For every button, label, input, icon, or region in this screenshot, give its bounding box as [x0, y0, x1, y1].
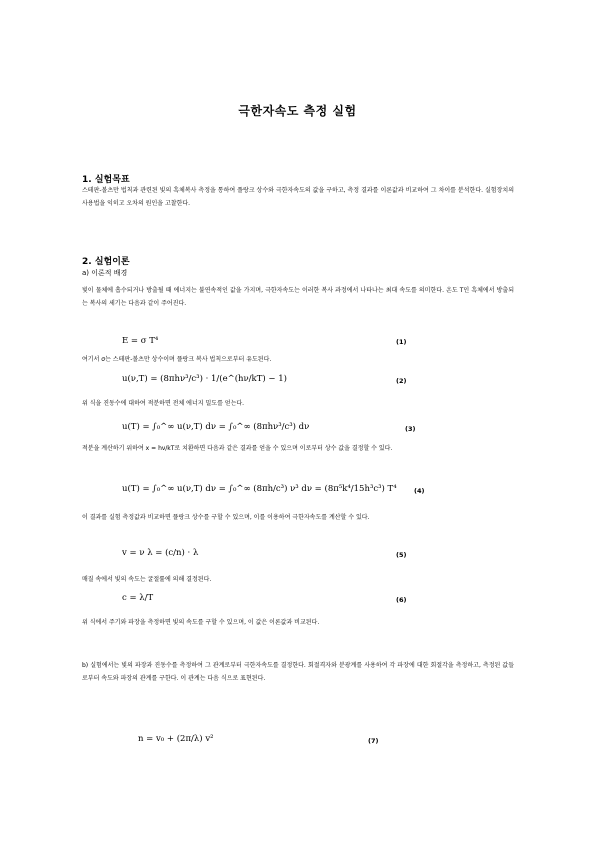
paragraph-b: b) 실험에서는 빛의 파장과 진동수를 측정하여 그 관계로부터 극한자속도를 결정한다. 회절격자와 분광계를 사용하여 각 파장에 대한 회절각을 측정하고, 측정된 값들로부터 속도와 파장의 관계를 구한다. 이 관계는 다음 식으로 표현된다.: [82, 662, 514, 682]
equation-4: u(T) = ∫₀^∞ u(ν,T) dν = ∫₀^∞ (8πh/c³) ν³ dν = (8π⁵k⁴/15h³c³) T⁴: [122, 484, 397, 494]
equation-7: n = v₀ + (2π/λ) v²: [138, 734, 214, 744]
text-after-eq5: 매질 속에서 빛의 속도는 굴절률에 의해 결정된다.: [82, 576, 212, 583]
text-after-eq1: 여기서 σ는 스테판-볼츠만 상수이며 플랑크 복사 법칙으로부터 유도된다.: [82, 356, 272, 363]
text-after-eq4: 이 결과를 실험 측정값과 비교하면 플랑크 상수를 구할 수 있으며, 이를 이용하여 극한자속도를 계산할 수 있다.: [82, 514, 370, 521]
equation-2: u(ν,T) = (8πhν³/c³) · 1/(e^(hν/kT) − 1): [122, 374, 287, 384]
equation-6-number: (6): [396, 596, 407, 604]
text-after-eq2: 위 식을 진동수에 대하여 적분하면 전체 에너지 밀도를 얻는다.: [82, 400, 245, 407]
equation-6: c = λ/T: [122, 593, 154, 603]
equation-3-number: (3): [405, 425, 416, 433]
equation-7-number: (7): [368, 737, 379, 745]
equation-4-number: (4): [414, 487, 425, 495]
text-after-eq3: 적분을 계산하기 위하여 x = hν/kT로 치환하면 다음과 같은 결과를 얻을 수 있으며 이로부터 상수 값을 결정할 수 있다.: [82, 445, 393, 452]
equation-2-number: (2): [396, 377, 407, 385]
equation-5-number: (5): [396, 551, 407, 559]
theory-intro: 빛이 물체에 흡수되거나 방출될 때 에너지는 불연속적인 값을 가지며, 극한자속도는 이러한 복사 과정에서 나타나는 최대 속도를 의미한다. 온도 T인 흑체에서 방출되는 복사의 세기는 다음과 같이 주어진다.: [82, 287, 514, 307]
text-after-eq6: 위 식에서 주기와 파장을 측정하면 빛의 속도를 구할 수 있으며, 이 값은 이론값과 비교된다.: [82, 619, 320, 626]
equation-3: u(T) = ∫₀^∞ u(ν,T) dν = ∫₀^∞ (8πhν³/c³) dν: [122, 422, 310, 432]
equation-5: v = ν λ = (c/n) · λ: [122, 548, 199, 558]
theory-subheading: a) 이론적 배경: [82, 269, 128, 277]
section-heading-goal: 1. 실험목표: [82, 175, 130, 185]
equation-1-number: (1): [396, 338, 407, 346]
page-title: 극한자속도 측정 실험: [238, 104, 357, 118]
section-heading-theory: 2. 실험이론: [82, 257, 130, 267]
equation-1: E = σ T⁴: [122, 336, 159, 346]
section-goal-text: 스테판-볼츠만 법칙과 관련된 빛의 흑체복사 측정을 통하여 플랑크 상수와 극한자속도의 값을 구하고, 측정 결과를 이론값과 비교하여 그 차이를 분석한다. 실험장치의 사용법을 익히고 오차의 원인을 고찰한다.: [82, 187, 514, 207]
